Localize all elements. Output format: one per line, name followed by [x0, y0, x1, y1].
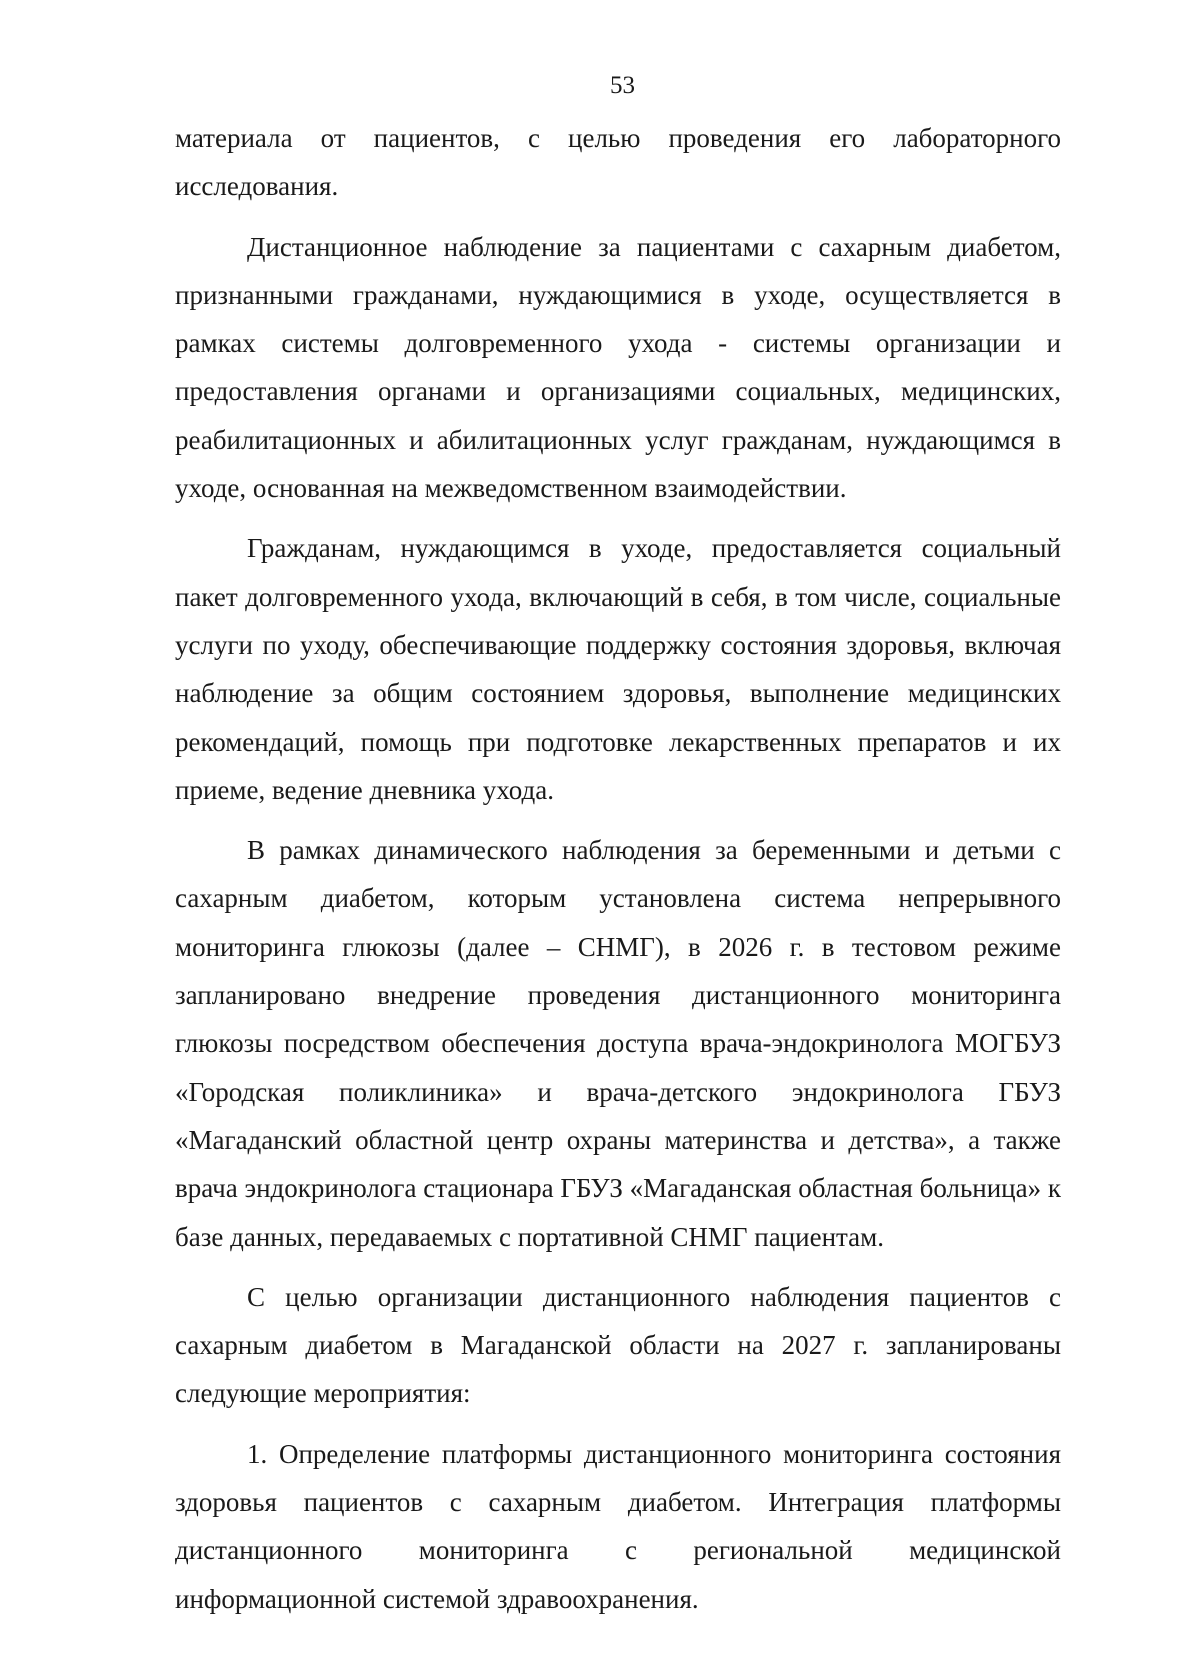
paragraph-1: материала от пациентов, с целью проведения его лабораторного исследования.	[175, 123, 1061, 202]
paragraph-4: В рамках динамического наблюдения за беременными и детьми с сахарным диабетом, которым установлена система непрерывного мониторинга глюкозы (далее – СНМГ), в 2026 г. в тестовом режиме запланировано внедрение проведения дистанционного мониторинга глюкозы посредством обеспечения доступа врача-эндокринолога МОГБУЗ «Городская поликлиника» и врача-детского эндокринолога ГБУЗ «Магаданский областной центр охраны материнства и детства», а также врача эндокринолога стационара ГБУЗ «Магаданская областная больница» к базе данных, передаваемых с портативной СНМГ пациентам.	[175, 835, 1061, 1252]
document-body	[175, 114, 1061, 1623]
paragraph-3: Гражданам, нуждающимся в уходе, предоставляется социальный пакет долговременного ухода, включающий в себя, в том числе, социальные услуги по уходу, обеспечивающие поддержку состояния здоровья, включая наблюдение за общим состоянием здоровья, выполнение медицинских рекомендаций, помощь при подготовке лекарственных препаратов и их приеме, ведение дневника ухода.	[175, 533, 1061, 805]
paragraph-2: Дистанционное наблюдение за пациентами с сахарным диабетом, признанными гражданами, нуждающимися в уходе, осуществляется в рамках системы долговременного ухода - системы организации и предоставления органами и организациями социальных, медицинских, реабилитационных и абилитационных услуг гражданам, нуждающимся в уходе, основанная на межведомственном взаимодействии.	[175, 231, 1061, 504]
page-number: 53	[610, 72, 635, 99]
paragraph-6: 1. Определение платформы дистанционного мониторинга состояния здоровья пациентов с сахарным диабетом. Интеграция платформы дистанционного мониторинга с региональной медицинской информационной системой здравоохранения.	[175, 1438, 1061, 1614]
paragraph-5: С целью организации дистанционного наблюдения пациентов с сахарным диабетом в Магаданской области на 2027 г. запланированы следующие мероприятия:	[175, 1281, 1061, 1409]
